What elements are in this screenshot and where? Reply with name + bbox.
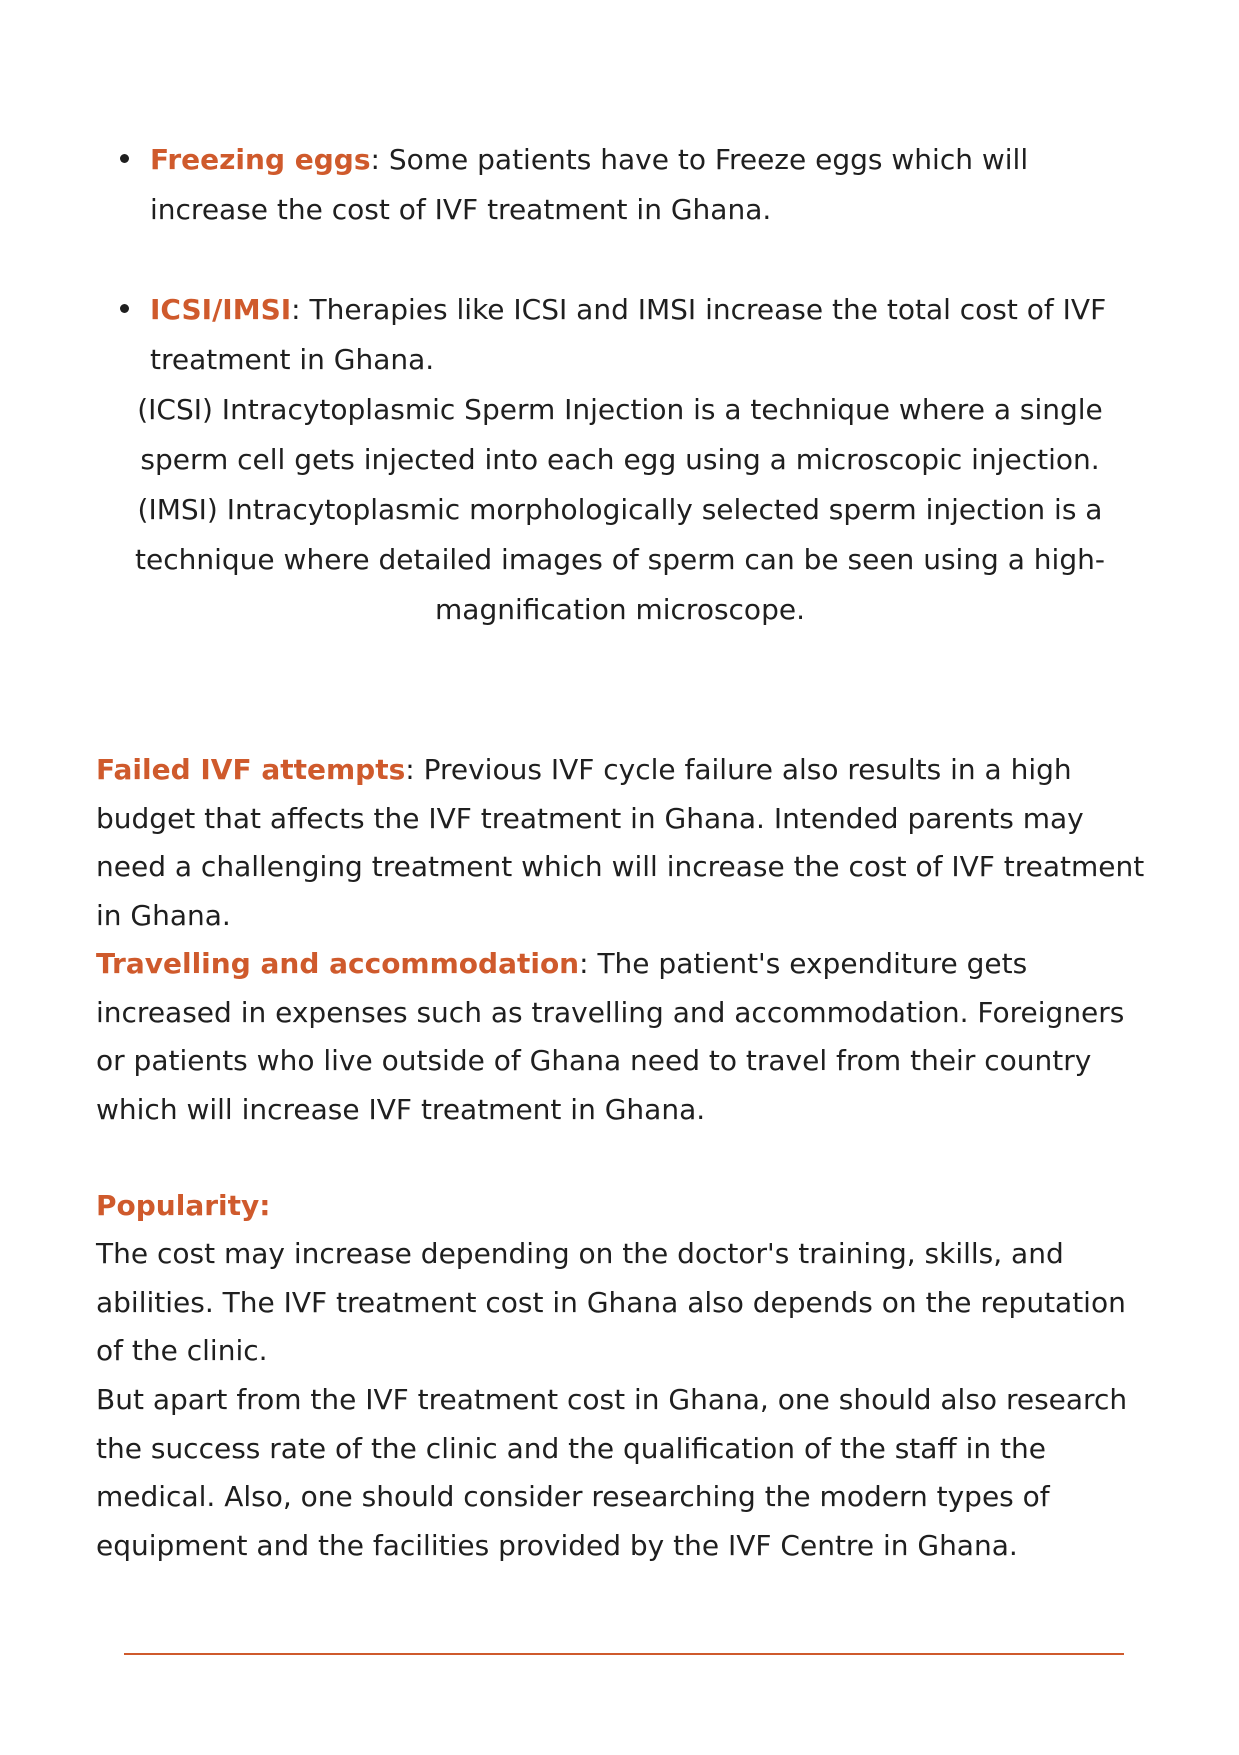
- bullet-dot-icon: [120, 304, 129, 313]
- footer-divider: [124, 1653, 1124, 1655]
- bullet-separator: :: [291, 293, 301, 326]
- conclusion-paragraph: But apart from the IVF treatment cost in Ghana, one should also research the success rate of the clinic and the qualification of the staff in the medical. Also, one should consider researching the modern types of equipment and the facilities provided by the IVF Centre in Ghana.: [96, 1383, 1128, 1562]
- bullet-freezing-eggs: [150, 135, 1140, 235]
- definitions-block: [90, 385, 1150, 635]
- popularity-heading: Popularity:: [96, 1189, 271, 1222]
- travelling-text: : The patient's expenditure gets increased in expenses such as travelling and accommodation. Foreigners or patients who live outside of Ghana need to travel from their country which will increase IVF treatment in Ghana.: [96, 947, 1125, 1126]
- failed-ivf-paragraph: [96, 746, 1156, 940]
- failed-ivf-text: : Previous IVF cycle failure also results in a high budget that affects the IVF treatment in Ghana. Intended parents may need a challenging treatment which will increase the cost of IVF treatment in Ghana.: [96, 753, 1145, 932]
- imsi-definition: (IMSI) Intracytoplasmic morphologically selected sperm injection is a technique where detailed images of sperm can be seen using a high-magnification microscope.: [135, 493, 1105, 626]
- bullet-term: ICSI/IMSI: [150, 293, 292, 326]
- icsi-definition: (ICSI) Intracytoplasmic Sperm Injection is a technique where a single sperm cell gets injected into each egg using a microscopic injection.: [137, 393, 1103, 476]
- failed-ivf-term: Failed IVF attempts: [96, 753, 406, 786]
- bullet-term: Freezing eggs: [150, 143, 371, 176]
- popularity-text: The cost may increase depending on the doctor's training, skills, and abilities. The IVF treatment cost in Ghana also depends on the reputation of the clinic.: [96, 1237, 1126, 1367]
- bullet-separator: :: [370, 143, 380, 176]
- bullet-dot-icon: [120, 154, 129, 163]
- travelling-term: Travelling and accommodation: [96, 947, 580, 980]
- bullet-text: Therapies like ICSI and IMSI increase the total cost of IVF treatment in Ghana.: [150, 293, 1107, 376]
- bullet-text: Some patients have to Freeze eggs which will increase the cost of IVF treatment in Ghana.: [150, 143, 1029, 226]
- travelling-paragraph: [96, 940, 1156, 1134]
- bullet-icsi-imsi: [150, 285, 1140, 385]
